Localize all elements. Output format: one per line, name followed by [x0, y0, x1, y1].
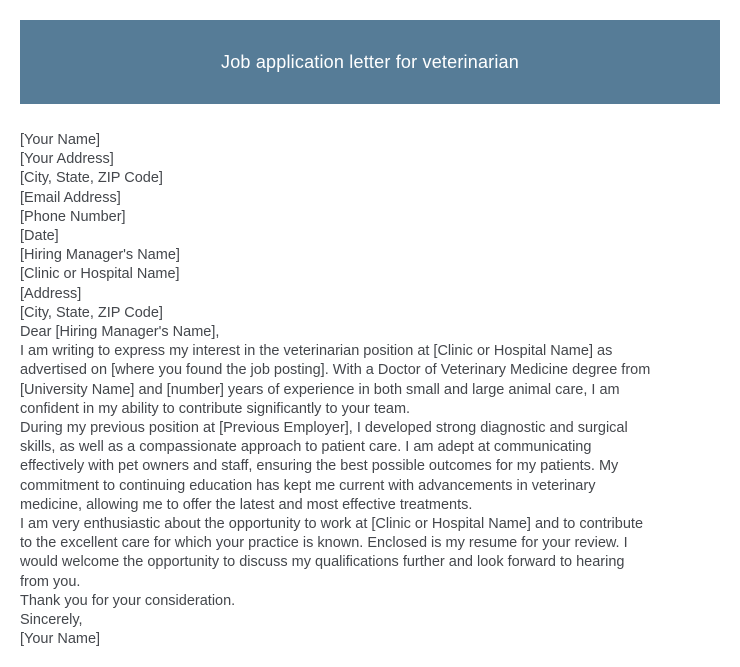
letter-line: effectively with pet owners and staff, ensuring the best possible outcomes for my patients. My [20, 458, 619, 475]
letter-line: [Date] [20, 228, 59, 245]
letter-line: Dear [Hiring Manager's Name], [20, 324, 220, 341]
letter-line: [Your Name] [20, 631, 101, 648]
letter-line: Thank you for your consideration. [20, 592, 236, 609]
letter-title-banner [20, 20, 720, 104]
letter-line: [City, State, ZIP Code] [20, 170, 163, 187]
letter-line: would welcome the opportunity to discuss my qualifications further and look forward to hearing [20, 554, 625, 571]
letter-line: [City, State, ZIP Code] [20, 304, 163, 321]
letter-line: During my previous position at [Previous Employer], I developed strong diagnostic and surgical [20, 420, 628, 437]
letter-line: medicine, allowing me to offer the latest and most effective treatments. [20, 496, 473, 513]
letter-line: [Address] [20, 285, 82, 302]
letter-line: [Email Address] [20, 189, 121, 206]
letter-line: [Phone Number] [20, 208, 126, 225]
letter-line: [University Name] and [number] years of experience in both small and large animal care, I am [20, 381, 620, 398]
letter-line: commitment to continuing education has kept me current with advancements in veterinary [20, 477, 596, 494]
letter-line: [Hiring Manager's Name] [20, 247, 180, 264]
letter-line: I am writing to express my interest in the veterinarian position at [Clinic or Hospital Name] as [20, 343, 613, 360]
letter-title: Job application letter for veterinarian [221, 51, 519, 72]
letter-line: to the excellent care for which your practice is known. Enclosed is my resume for your review. I [20, 535, 628, 552]
letter-line: confident in my ability to contribute significantly to your team. [20, 400, 411, 417]
letter-line: [Your Address] [20, 151, 114, 168]
letter-line: from you. [20, 573, 81, 590]
letter-line: I am very enthusiastic about the opportunity to work at [Clinic or Hospital Name] and to contribute [20, 516, 644, 533]
letter-line: Sincerely, [20, 612, 83, 629]
letter-line: advertised on [where you found the job posting]. With a Doctor of Veterinary Medicine degree from [20, 362, 651, 379]
letter-line: [Your Name] [20, 132, 101, 148]
letter-line: [Clinic or Hospital Name] [20, 266, 180, 283]
letter-line: skills, as well as a compassionate approach to patient care. I am adept at communicating [20, 439, 592, 456]
letter-body [20, 131, 728, 649]
